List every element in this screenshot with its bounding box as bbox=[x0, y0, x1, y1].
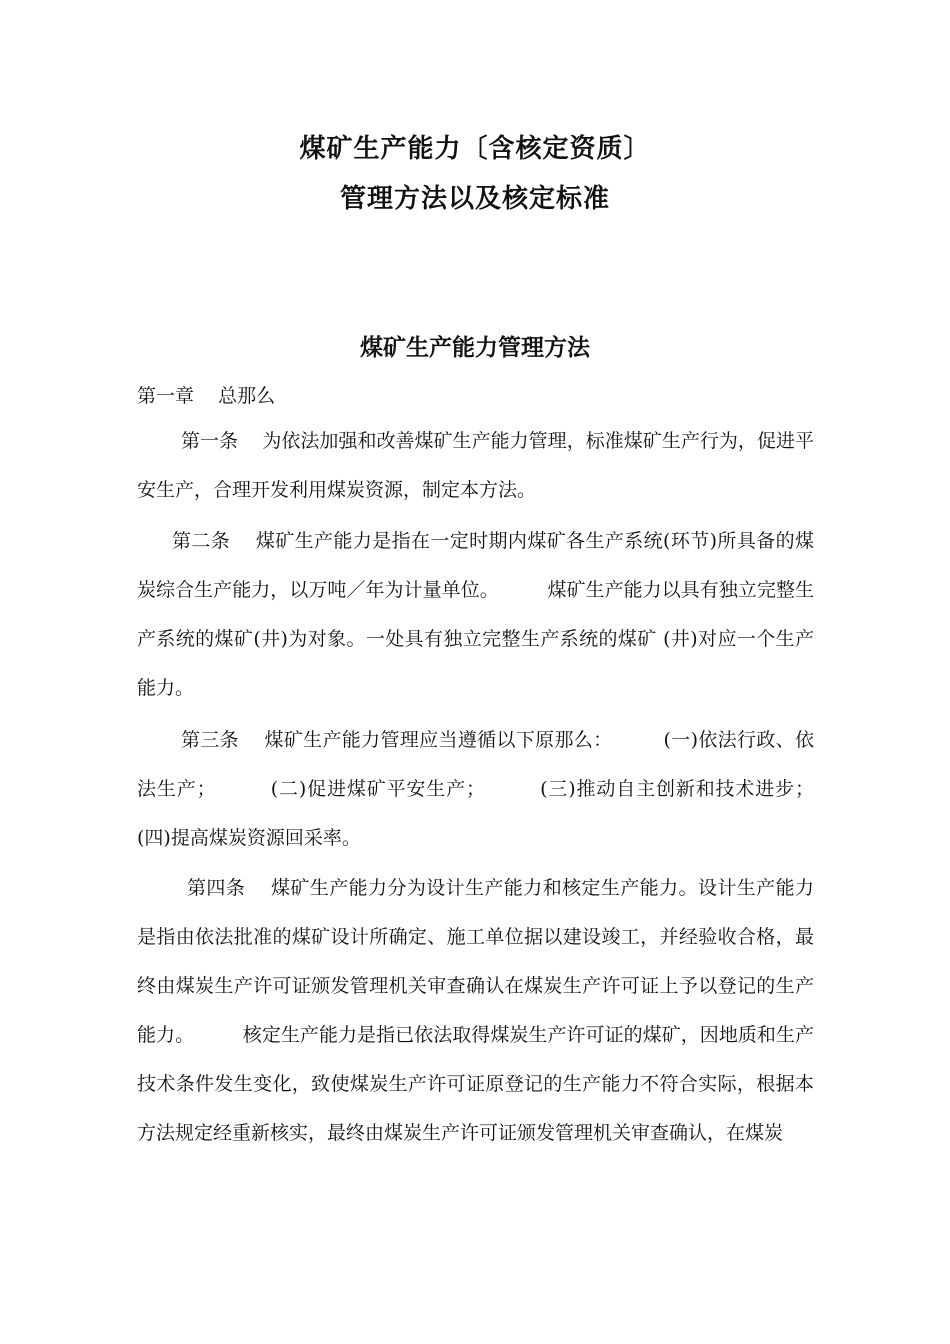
document-title-line-1: 煤矿生产能力〔含核定资质〕 bbox=[299, 134, 651, 164]
document-title-line-2: 管理方法以及核定标准 bbox=[339, 184, 610, 214]
article-2: 第二条 煤矿生产能力是指在一定时期内煤矿各生产系统(环节)所具备的煤炭综合生产能力，以万吨／年为计量单位。 煤矿生产能力以具有独立完整生产系统的煤矿(井)为对象。一处具有独立完整生产系统的煤矿 (井)对应一个生产能力。 bbox=[137, 530, 814, 699]
article-3: 第三条 煤矿生产能力管理应当遵循以下原那么： (一)依法行政、依法生产； (二)促进煤矿平安生产； (三)推动自主创新和技术进步； (四)提高煤炭资源回采率。 bbox=[137, 729, 863, 849]
chapter-heading: 第一章 总那么 bbox=[137, 385, 276, 407]
article-1: 第一条 为依法加强和改善煤矿生产能力管理，标准煤矿生产行为，促进平安生产，合理开发利用煤炭资源，制定本方法。 bbox=[137, 430, 814, 501]
article-4: 第四条 煤矿生产能力分为设计生产能力和核定生产能力。设计生产能力是指由依法批准的煤矿设计所确定、施工单位据以建设竣工，并经验收合格，最终由煤炭生产许可证颁发管理机关审查确认在煤炭生产许可证上予以登记的生产能力。 核定生产能力是指已依法取得煤炭生产许可证的煤矿，因地质和生产技术条件发生变化，致使煤炭生产许可证原登记的生产能力不符合实际，根据本方法规定经重新核实，最终由煤炭生产许可证颁发管理机关审查确认，在煤炭 bbox=[137, 877, 814, 1144]
section-title: 煤矿生产能力管理方法 bbox=[360, 335, 590, 361]
